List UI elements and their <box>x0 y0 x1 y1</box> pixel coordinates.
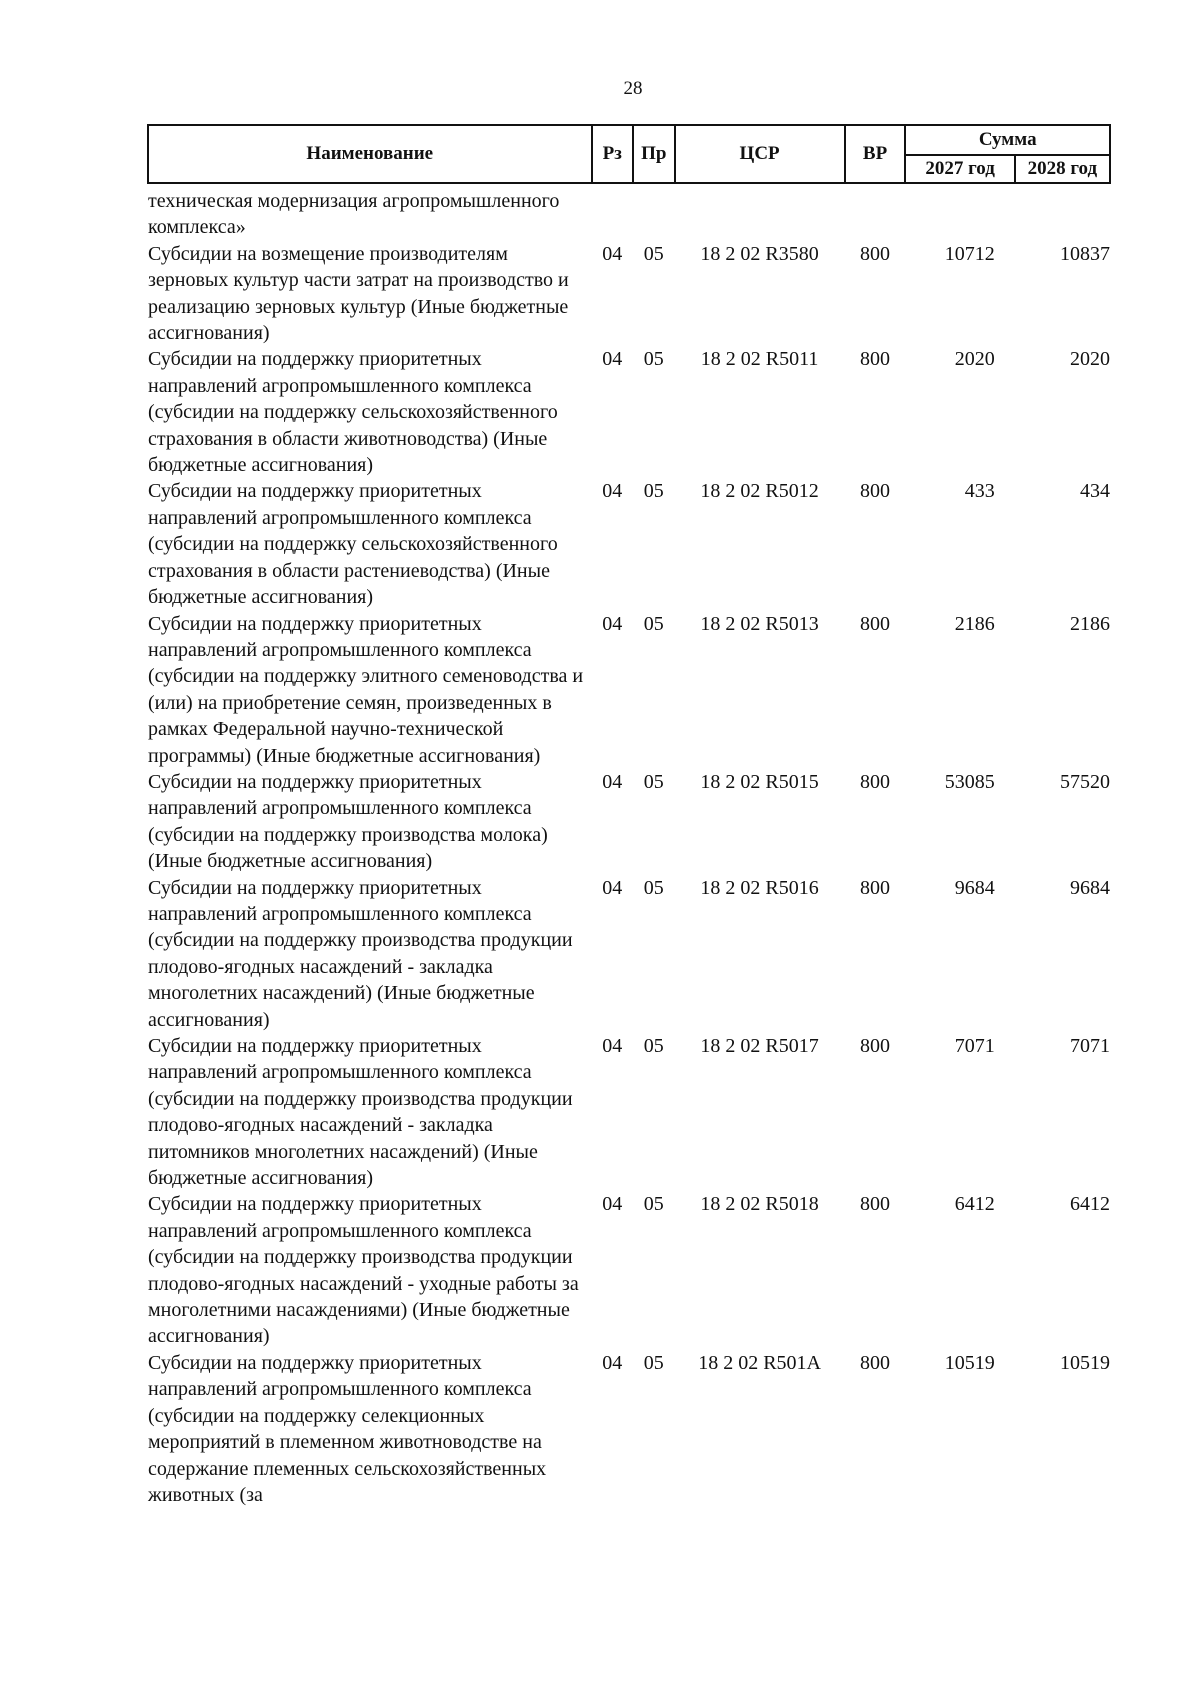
row-sum-2028: 6412 <box>1070 1193 1110 1216</box>
header-csr: ЦСР <box>675 125 845 183</box>
row-pr <box>633 183 675 241</box>
row-pr: 05 <box>643 1351 664 1374</box>
row-sum-2028 <box>1015 183 1110 241</box>
row-vr: 800 <box>860 480 891 503</box>
row-name: Субсидии на поддержку приоритетных направлений агропромышленного комплекса (субсидии на поддержку производства продукции плодово-ягодных насаждений - уходные работы за многолетними насаждениями) (Иные бюджетные ассигнования) <box>148 1193 579 1348</box>
row-sum-2028: 2020 <box>1070 348 1110 371</box>
row-vr <box>845 183 906 241</box>
row-sum-2027: 7071 <box>954 1035 995 1057</box>
row-pr: 05 <box>643 770 664 793</box>
row-sum-2027: 433 <box>964 480 995 503</box>
row-sum-2027: 6412 <box>954 1193 995 1216</box>
row-csr <box>675 183 845 241</box>
row-pr: 05 <box>643 242 664 265</box>
row-rz <box>592 183 634 241</box>
row-pr: 05 <box>643 1035 664 1057</box>
row-csr: 18 2 02 R5011 <box>700 348 819 371</box>
row-vr: 800 <box>860 1035 891 1057</box>
row-pr: 05 <box>643 480 664 503</box>
row-sum-2027: 9684 <box>954 876 995 899</box>
table-row <box>148 769 1110 875</box>
page-number: 28 <box>623 78 643 99</box>
header-name: Наименование <box>148 125 592 183</box>
row-csr: 18 2 02 R3580 <box>700 242 819 265</box>
row-rz: 04 <box>602 1193 623 1216</box>
row-pr: 05 <box>643 1193 664 1216</box>
row-rz: 04 <box>602 612 623 635</box>
row-csr: 18 2 02 R5012 <box>700 480 819 503</box>
table-header <box>148 125 1110 183</box>
row-rz: 04 <box>602 770 623 793</box>
table-body <box>148 183 1110 1508</box>
table-row <box>148 875 1110 1033</box>
row-name: Субсидии на поддержку приоритетных направлений агропромышленного комплекса (субсидии на поддержку элитного семеноводства и (или) на приобретение семян, произведенных в рамках Федеральной научно-технической программы) (Иные бюджетные ассигнования) <box>148 612 584 767</box>
row-sum-2028: 434 <box>1080 480 1110 503</box>
row-rz: 04 <box>602 242 623 265</box>
header-rz: Рз <box>592 125 634 183</box>
row-rz: 04 <box>602 1035 623 1057</box>
table-row <box>148 346 1110 478</box>
row-name: Субсидии на возмещение производителям зерновых культур части затрат на производство и реализацию зерновых культур (Иные бюджетные ассигнования) <box>148 242 569 345</box>
header-year-2027: 2027 год <box>905 155 1014 183</box>
budget-table <box>147 124 1111 1508</box>
row-pr: 05 <box>643 612 664 635</box>
header-year-2028: 2028 год <box>1015 155 1110 183</box>
row-vr: 800 <box>860 242 891 265</box>
row-vr: 800 <box>860 348 891 371</box>
row-sum-2028: 7071 <box>1070 1035 1110 1057</box>
row-sum-2028: 9684 <box>1070 876 1110 899</box>
row-sum-2027 <box>905 183 1014 241</box>
row-csr: 18 2 02 R5018 <box>700 1193 819 1216</box>
row-name: Субсидии на поддержку приоритетных направлений агропромышленного комплекса (субсидии на поддержку производства продукции плодово-ягодных насаждений - закладка многолетних насаждений) (Иные бюджетные ассигнования) <box>148 876 573 1031</box>
row-csr: 18 2 02 R5013 <box>700 612 819 635</box>
row-vr: 800 <box>860 1193 891 1216</box>
header-sum: Сумма <box>905 125 1110 155</box>
row-csr: 18 2 02 R5017 <box>700 1035 819 1057</box>
row-csr: 18 2 02 R5015 <box>700 770 819 793</box>
row-pr: 05 <box>643 876 664 899</box>
row-name: Субсидии на поддержку приоритетных направлений агропромышленного комплекса (субсидии на поддержку сельскохозяйственного страхования в области животноводства) (Иные бюджетные ассигнования) <box>148 348 558 477</box>
header-vr: ВР <box>845 125 906 183</box>
row-sum-2027: 53085 <box>944 770 995 793</box>
row-vr: 800 <box>860 876 891 899</box>
row-name: Субсидии на поддержку приоритетных направлений агропромышленного комплекса (субсидии на поддержку производства продукции плодово-ягодных насаждений - закладка питомников многолетних насаждений) (Иные бюджетные ассигнования) <box>148 1035 573 1190</box>
row-name: Субсидии на поддержку приоритетных направлений агропромышленного комплекса (субсидии на поддержку селекционных мероприятий в племенном животноводстве на содержание племенных сельскохозяйственных животных (за <box>148 1351 547 1506</box>
row-csr: 18 2 02 R5016 <box>700 876 819 899</box>
row-vr: 800 <box>860 770 891 793</box>
row-sum-2027: 2186 <box>954 612 995 635</box>
row-rz: 04 <box>602 876 623 899</box>
table-row <box>148 183 1110 241</box>
row-sum-2028: 10519 <box>1060 1351 1110 1374</box>
table-row <box>148 611 1110 769</box>
row-rz: 04 <box>602 1351 623 1374</box>
row-vr: 800 <box>860 612 891 635</box>
row-pr: 05 <box>643 348 664 371</box>
table-row <box>148 1191 1110 1349</box>
row-name: Субсидии на поддержку приоритетных направлений агропромышленного комплекса (субсидии на поддержку производства молока) (Иные бюджетные ассигнования) <box>148 770 548 873</box>
row-sum-2028: 2186 <box>1070 612 1110 635</box>
row-name: Субсидии на поддержку приоритетных направлений агропромышленного комплекса (субсидии на поддержку сельскохозяйственного страхования в области растениеводства) (Иные бюджетные ассигнования) <box>148 480 558 609</box>
row-vr: 800 <box>860 1351 891 1374</box>
header-pr: Пр <box>633 125 675 183</box>
row-name: техническая модернизация агропромышленного комплекса» <box>148 190 560 239</box>
row-csr: 18 2 02 R501A <box>698 1351 821 1374</box>
row-sum-2028: 10837 <box>1060 242 1110 265</box>
table-row <box>148 478 1110 610</box>
row-rz: 04 <box>602 480 623 503</box>
row-sum-2027: 2020 <box>954 348 995 371</box>
table-row <box>148 241 1110 347</box>
row-sum-2027: 10712 <box>944 242 995 265</box>
table-row <box>148 1033 1110 1191</box>
row-rz: 04 <box>602 348 623 371</box>
row-sum-2027: 10519 <box>944 1351 995 1374</box>
table-row <box>148 1350 1110 1508</box>
row-sum-2028: 57520 <box>1060 770 1110 793</box>
